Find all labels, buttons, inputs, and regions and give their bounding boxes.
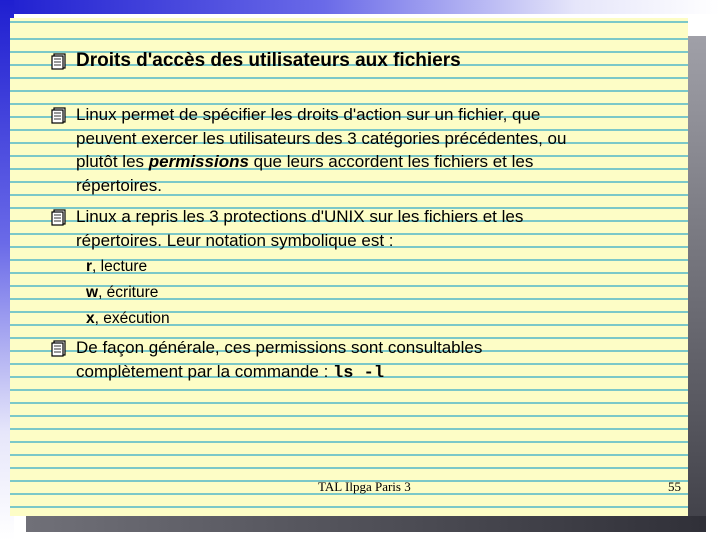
right-read-letter: r bbox=[86, 258, 93, 275]
permissions-emphasis: permissions bbox=[148, 152, 249, 172]
bullet-1-line-2: peuvent exercer les utilisateurs des 3 catégories précédentes, ou bbox=[76, 128, 567, 148]
right-execute bbox=[86, 310, 170, 328]
bullet-1-line-3-pre: plutôt les bbox=[76, 152, 149, 172]
bullet-1-line-4: répertoires. bbox=[76, 175, 162, 195]
notebook-bullet-icon bbox=[50, 208, 68, 226]
slide-title: Droits d'accès des utilisateurs aux fichiers bbox=[76, 50, 461, 71]
bullet-2-text bbox=[76, 205, 523, 252]
footer-center-text: TAL Ilpga Paris 3 bbox=[318, 479, 411, 494]
bullet-3-line-2 bbox=[76, 360, 482, 386]
bullet-3-line-2-pre: complètement par la commande : bbox=[76, 361, 334, 381]
bullet-1-line-1: Linux permet de spécifier les droits d'action sur un fichier, que bbox=[76, 105, 541, 124]
slide-frame-top bbox=[0, 0, 720, 14]
bullet-1-line-3 bbox=[76, 150, 566, 174]
notebook-bullet-icon bbox=[50, 52, 68, 70]
right-write-label: , écriture bbox=[98, 284, 159, 301]
bullet-3-text bbox=[76, 336, 482, 385]
ls-command: ls -l bbox=[333, 363, 385, 383]
notebook-bullet-icon bbox=[50, 106, 68, 124]
slide-shadow-bottom bbox=[26, 516, 706, 532]
bullet-2-line-1: Linux a repris les 3 protections d'UNIX sur les fichiers et les bbox=[76, 207, 524, 226]
bullet-2-line-2: répertoires. Leur notation symbolique est : bbox=[76, 230, 394, 250]
bullet-3-line-1: De façon générale, ces permissions sont consultables bbox=[76, 338, 483, 357]
right-execute-letter: x bbox=[86, 310, 95, 327]
bullet-1-text bbox=[76, 103, 566, 197]
notebook-bullet-icon bbox=[50, 339, 68, 357]
right-write bbox=[86, 284, 158, 302]
right-read-label: , lecture bbox=[92, 258, 148, 275]
right-read bbox=[86, 258, 147, 276]
right-write-letter: w bbox=[86, 284, 99, 301]
right-execute-label: , exécution bbox=[94, 310, 170, 327]
slide-shadow-right bbox=[688, 36, 706, 532]
bullet-1-line-3-post: que leurs accordent les fichiers et les bbox=[248, 152, 534, 172]
page-number: 55 bbox=[668, 479, 681, 494]
